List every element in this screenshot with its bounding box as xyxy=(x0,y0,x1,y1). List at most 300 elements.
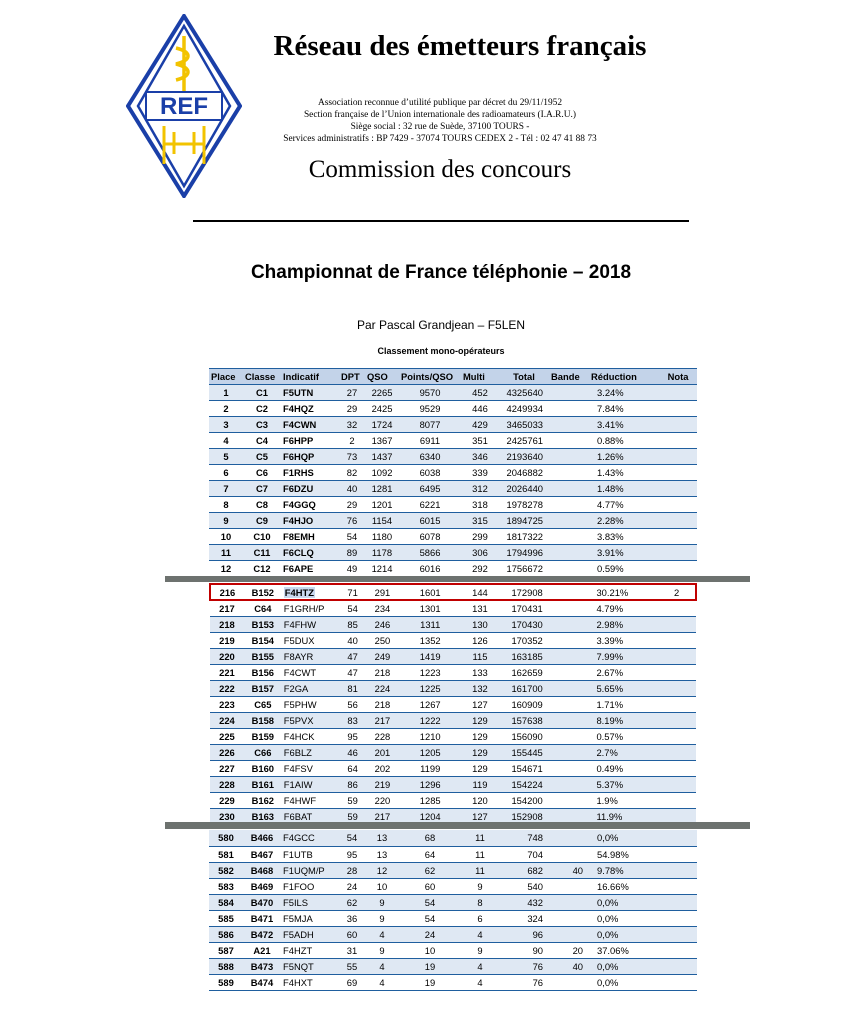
cell-qso: 1092 xyxy=(365,465,399,481)
cell-multi: 299 xyxy=(461,529,499,545)
cell-qso: 228 xyxy=(366,728,400,744)
cell-indicatif: F5DUX xyxy=(282,632,340,648)
table-row xyxy=(209,830,697,846)
cell-reduction: 3.39% xyxy=(588,632,658,648)
org-line: Services administratifs : BP 7429 - 37074 TOURS CEDEX 2 - Tél : 02 47 41 88 73 xyxy=(283,134,597,144)
cell-multi: 129 xyxy=(461,712,499,728)
cell-reduction: 0.59% xyxy=(589,561,659,577)
table-row xyxy=(210,776,696,792)
cell-reduction: 3.24% xyxy=(589,385,659,401)
cell-reduction: 1.48% xyxy=(589,481,659,497)
cell-dpt: 47 xyxy=(340,648,366,664)
cell-multi: 144 xyxy=(461,584,499,600)
cell-total: 152908 xyxy=(499,808,549,824)
cell-dpt: 29 xyxy=(339,497,365,513)
table-row xyxy=(209,529,697,545)
cell-total: 172908 xyxy=(499,584,549,600)
cell-qso: 1201 xyxy=(365,497,399,513)
cell-qso: 218 xyxy=(366,696,400,712)
cell-bande xyxy=(549,664,589,680)
cell-place: 2 xyxy=(209,401,243,417)
cell-nota xyxy=(658,760,696,776)
cell-indicatif: F4HCK xyxy=(282,728,340,744)
cell-nota xyxy=(659,862,697,878)
cell-points-qso: 6221 xyxy=(399,497,461,513)
cell-dpt: 24 xyxy=(339,878,365,894)
cell-classe: B472 xyxy=(243,926,281,942)
cell-indicatif: F1GRH/P xyxy=(282,600,340,616)
column-header: DPT xyxy=(339,369,365,385)
cell-multi: 4 xyxy=(461,926,499,942)
ranking-table-top xyxy=(209,368,697,577)
cell-reduction: 2.98% xyxy=(588,616,658,632)
cell-classe: C66 xyxy=(244,744,282,760)
cell-total: 154200 xyxy=(499,792,549,808)
cell-indicatif: F6DZU xyxy=(281,481,339,497)
cell-points-qso: 8077 xyxy=(399,417,461,433)
cell-indicatif: F4HQZ xyxy=(281,401,339,417)
cell-multi: 4 xyxy=(461,958,499,974)
cell-bande: 40 xyxy=(549,958,589,974)
cell-place: 221 xyxy=(210,664,244,680)
cell-multi: 130 xyxy=(461,616,499,632)
cell-bande xyxy=(549,417,589,433)
cell-points-qso: 6015 xyxy=(399,513,461,529)
table-row xyxy=(209,481,697,497)
cell-reduction: 2.7% xyxy=(588,744,658,760)
cell-dpt: 54 xyxy=(339,529,365,545)
cell-nota xyxy=(659,513,697,529)
cell-qso: 224 xyxy=(366,680,400,696)
cell-reduction: 0,0% xyxy=(589,910,659,926)
cell-multi: 292 xyxy=(461,561,499,577)
cell-multi: 315 xyxy=(461,513,499,529)
table-row xyxy=(209,894,697,910)
cell-place: 225 xyxy=(210,728,244,744)
cell-nota xyxy=(659,497,697,513)
cell-place: 216 xyxy=(210,584,244,600)
cell-classe: B467 xyxy=(243,846,281,862)
cell-nota xyxy=(658,792,696,808)
document-title: Championnat de France téléphonie – 2018 xyxy=(250,262,632,283)
cell-classe: B161 xyxy=(244,776,282,792)
cell-reduction: 4.79% xyxy=(588,600,658,616)
cell-indicatif: F1AIW xyxy=(282,776,340,792)
cell-total: 90 xyxy=(499,942,549,958)
cell-points-qso: 10 xyxy=(399,942,461,958)
cell-points-qso: 6078 xyxy=(399,529,461,545)
cell-multi: 129 xyxy=(461,760,499,776)
cell-points-qso: 6911 xyxy=(399,433,461,449)
cell-classe: B474 xyxy=(243,974,281,990)
cell-nota xyxy=(659,465,697,481)
cell-qso: 13 xyxy=(365,846,399,862)
cell-bande xyxy=(549,529,589,545)
column-header: Nota xyxy=(659,369,697,385)
cell-bande xyxy=(549,760,589,776)
cell-nota xyxy=(658,664,696,680)
cell-reduction: 1.9% xyxy=(588,792,658,808)
cell-indicatif: F5ADH xyxy=(281,926,339,942)
cell-reduction: 0,0% xyxy=(589,926,659,942)
cell-dpt: 62 xyxy=(339,894,365,910)
table-row xyxy=(209,910,697,926)
cell-points-qso: 1210 xyxy=(399,728,461,744)
cell-bande xyxy=(549,894,589,910)
ranking-table-middle xyxy=(209,583,697,825)
cell-total: 96 xyxy=(499,926,549,942)
cell-points-qso: 54 xyxy=(399,894,461,910)
cell-bande xyxy=(549,385,589,401)
cell-dpt: 29 xyxy=(339,401,365,417)
cell-points-qso: 6495 xyxy=(399,481,461,497)
cell-points-qso: 1205 xyxy=(399,744,461,760)
cell-reduction: 4.77% xyxy=(589,497,659,513)
cell-dpt: 86 xyxy=(340,776,366,792)
cell-total: 163185 xyxy=(499,648,549,664)
author-line: Par Pascal Grandjean – F5LEN xyxy=(356,318,526,332)
cell-points-qso: 19 xyxy=(399,974,461,990)
cell-bande: 40 xyxy=(549,862,589,878)
column-header: Indicatif xyxy=(281,369,339,385)
cell-place: 219 xyxy=(210,632,244,648)
cell-multi: 346 xyxy=(461,449,499,465)
cell-qso: 1367 xyxy=(365,433,399,449)
cell-dpt: 54 xyxy=(340,600,366,616)
cell-qso: 9 xyxy=(365,894,399,910)
cell-indicatif: F4HJO xyxy=(281,513,339,529)
cell-classe: B153 xyxy=(244,616,282,632)
cell-bande xyxy=(549,846,589,862)
table-row xyxy=(209,974,697,990)
cell-multi: 131 xyxy=(461,600,499,616)
cell-reduction: 9.78% xyxy=(589,862,659,878)
cell-bande xyxy=(549,926,589,942)
svg-text:REF: REF xyxy=(160,93,208,120)
cell-place: 10 xyxy=(209,529,243,545)
cell-indicatif: F1UTB xyxy=(281,846,339,862)
cell-multi: 129 xyxy=(461,728,499,744)
cell-qso: 246 xyxy=(366,616,400,632)
cell-total: 154224 xyxy=(499,776,549,792)
cell-nota xyxy=(659,385,697,401)
cell-dpt: 40 xyxy=(339,481,365,497)
cell-nota xyxy=(659,878,697,894)
cell-classe: C10 xyxy=(243,529,281,545)
cell-qso: 4 xyxy=(365,974,399,990)
cell-reduction: 2.67% xyxy=(588,664,658,680)
cell-total: 2425761 xyxy=(499,433,549,449)
cell-multi: 312 xyxy=(461,481,499,497)
cell-multi: 127 xyxy=(461,696,499,712)
cell-total: 540 xyxy=(499,878,549,894)
cell-place: 584 xyxy=(209,894,243,910)
cell-multi: 115 xyxy=(461,648,499,664)
cell-nota xyxy=(659,894,697,910)
cell-total: 748 xyxy=(499,830,549,846)
cell-place: 6 xyxy=(209,465,243,481)
cell-place: 226 xyxy=(210,744,244,760)
cell-dpt: 85 xyxy=(340,616,366,632)
cell-multi: 306 xyxy=(461,545,499,561)
cell-points-qso: 1419 xyxy=(399,648,461,664)
cell-qso: 291 xyxy=(366,584,400,600)
cell-qso: 1154 xyxy=(365,513,399,529)
cell-place: 586 xyxy=(209,926,243,942)
cell-nota xyxy=(658,712,696,728)
cell-points-qso: 19 xyxy=(399,958,461,974)
cell-dpt: 76 xyxy=(339,513,365,529)
cell-multi: 129 xyxy=(461,744,499,760)
cell-indicatif: F6HQP xyxy=(281,449,339,465)
cell-total: 160909 xyxy=(499,696,549,712)
cell-bande xyxy=(549,744,589,760)
cell-place: 4 xyxy=(209,433,243,449)
cell-reduction: 1.71% xyxy=(588,696,658,712)
cell-classe: C6 xyxy=(243,465,281,481)
cell-classe: C2 xyxy=(243,401,281,417)
cell-indicatif: F4HWF xyxy=(282,792,340,808)
cell-points-qso: 24 xyxy=(399,926,461,942)
cell-indicatif: F2GA xyxy=(282,680,340,696)
org-title: Réseau des émetteurs français xyxy=(273,30,647,62)
cell-points-qso: 62 xyxy=(399,862,461,878)
cell-bande xyxy=(549,497,589,513)
table-row xyxy=(210,616,696,632)
cell-bande xyxy=(549,712,589,728)
cell-place: 582 xyxy=(209,862,243,878)
cell-place: 227 xyxy=(210,760,244,776)
cell-multi: 127 xyxy=(461,808,499,824)
ranking-table-bottom xyxy=(209,830,697,991)
cell-indicatif: F1RHS xyxy=(281,465,339,481)
cell-qso: 201 xyxy=(366,744,400,760)
cell-qso: 217 xyxy=(366,808,400,824)
cell-bande: 20 xyxy=(549,942,589,958)
cell-place: 218 xyxy=(210,616,244,632)
table-row xyxy=(209,561,697,577)
table-row xyxy=(210,600,696,616)
cell-qso: 1214 xyxy=(365,561,399,577)
cell-points-qso: 1311 xyxy=(399,616,461,632)
cell-total: 432 xyxy=(499,894,549,910)
cell-nota xyxy=(659,942,697,958)
cell-qso: 218 xyxy=(366,664,400,680)
cell-reduction: 0,0% xyxy=(589,894,659,910)
cell-indicatif: F1UQM/P xyxy=(281,862,339,878)
cell-nota xyxy=(659,449,697,465)
cell-total: 682 xyxy=(499,862,549,878)
cell-multi: 8 xyxy=(461,894,499,910)
cell-reduction: 0,0% xyxy=(589,974,659,990)
cell-bande xyxy=(549,648,589,664)
cell-indicatif: F5MJA xyxy=(281,910,339,926)
cell-points-qso: 1352 xyxy=(399,632,461,648)
cell-classe: B163 xyxy=(244,808,282,824)
cell-nota xyxy=(658,632,696,648)
cell-reduction: 3.91% xyxy=(589,545,659,561)
cell-qso: 1437 xyxy=(365,449,399,465)
cell-nota xyxy=(659,830,697,846)
table-row xyxy=(209,846,697,862)
cell-dpt: 40 xyxy=(340,632,366,648)
cell-bande xyxy=(549,728,589,744)
cell-qso: 9 xyxy=(365,910,399,926)
table-row xyxy=(210,584,696,600)
cell-bande xyxy=(549,465,589,481)
cell-qso: 217 xyxy=(366,712,400,728)
cell-place: 587 xyxy=(209,942,243,958)
cell-bande xyxy=(549,600,589,616)
cell-reduction: 5.37% xyxy=(588,776,658,792)
cell-multi: 452 xyxy=(461,385,499,401)
cell-place: 12 xyxy=(209,561,243,577)
cell-classe: C3 xyxy=(243,417,281,433)
cell-classe: C12 xyxy=(243,561,281,577)
cell-points-qso: 1301 xyxy=(399,600,461,616)
cell-multi: 133 xyxy=(461,664,499,680)
ref-logo xyxy=(126,14,242,198)
cell-multi: 9 xyxy=(461,878,499,894)
cell-indicatif xyxy=(282,584,340,600)
cell-dpt: 71 xyxy=(340,584,366,600)
cell-total: 1817322 xyxy=(499,529,549,545)
cell-points-qso: 64 xyxy=(399,846,461,862)
cell-total: 2046882 xyxy=(499,465,549,481)
cell-classe: B157 xyxy=(244,680,282,696)
cell-dpt: 59 xyxy=(340,792,366,808)
cell-classe: C5 xyxy=(243,449,281,465)
cell-multi: 446 xyxy=(461,401,499,417)
cell-bande xyxy=(549,545,589,561)
cell-classe: B154 xyxy=(244,632,282,648)
cell-classe: B468 xyxy=(243,862,281,878)
cell-place: 220 xyxy=(210,648,244,664)
cell-indicatif: F6CLQ xyxy=(281,545,339,561)
cell-dpt: 69 xyxy=(339,974,365,990)
cell-qso: 1281 xyxy=(365,481,399,497)
cell-points-qso: 1225 xyxy=(399,680,461,696)
org-line: Association reconnue d’utilité publique par décret du 29/11/1952 xyxy=(317,98,563,108)
cell-bande xyxy=(549,401,589,417)
cell-bande xyxy=(549,513,589,529)
cell-points-qso: 9570 xyxy=(399,385,461,401)
cell-place: 230 xyxy=(210,808,244,824)
cell-qso: 4 xyxy=(365,926,399,942)
cell-total: 324 xyxy=(499,910,549,926)
cell-dpt: 2 xyxy=(339,433,365,449)
cell-nota: 2 xyxy=(658,584,696,600)
cell-place: 224 xyxy=(210,712,244,728)
cell-indicatif: F4CWT xyxy=(282,664,340,680)
section-break xyxy=(165,576,750,582)
cell-dpt: 36 xyxy=(339,910,365,926)
cell-total: 170352 xyxy=(499,632,549,648)
cell-nota xyxy=(658,744,696,760)
cell-classe: B473 xyxy=(243,958,281,974)
column-header: Classe xyxy=(243,369,281,385)
cell-place: 217 xyxy=(210,600,244,616)
cell-qso: 13 xyxy=(365,830,399,846)
cell-nota xyxy=(658,600,696,616)
org-line: Section française de l’Union internationale des radioamateurs (I.A.R.U.) xyxy=(303,110,577,120)
cell-nota xyxy=(659,481,697,497)
cell-nota xyxy=(658,680,696,696)
cell-indicatif: F4CWN xyxy=(281,417,339,433)
cell-reduction: 7.84% xyxy=(589,401,659,417)
table-row xyxy=(209,433,697,449)
header-divider xyxy=(193,220,689,222)
cell-total: 4249934 xyxy=(499,401,549,417)
cell-classe: B469 xyxy=(243,878,281,894)
cell-bande xyxy=(549,680,589,696)
cell-points-qso: 60 xyxy=(399,878,461,894)
cell-classe: C8 xyxy=(243,497,281,513)
column-header: QSO xyxy=(365,369,399,385)
column-header: Total xyxy=(499,369,549,385)
cell-classe: C1 xyxy=(243,385,281,401)
cell-multi: 4 xyxy=(461,974,499,990)
cell-reduction: 11.9% xyxy=(588,808,658,824)
cell-dpt: 49 xyxy=(339,561,365,577)
cell-indicatif: F4FSV xyxy=(282,760,340,776)
table-row xyxy=(209,958,697,974)
org-line: Siège social : 32 rue de Suède, 37100 TOURS - xyxy=(350,122,530,132)
cell-bande xyxy=(549,632,589,648)
cell-points-qso: 5866 xyxy=(399,545,461,561)
cell-nota xyxy=(658,728,696,744)
cell-indicatif: F5NQT xyxy=(281,958,339,974)
section-title: Classement mono-opérateurs xyxy=(377,346,505,356)
cell-bande xyxy=(549,974,589,990)
cell-points-qso: 6038 xyxy=(399,465,461,481)
cell-reduction: 0,0% xyxy=(589,958,659,974)
cell-total: 704 xyxy=(499,846,549,862)
cell-qso: 2425 xyxy=(365,401,399,417)
cell-points-qso: 1204 xyxy=(399,808,461,824)
cell-reduction: 54.98% xyxy=(589,846,659,862)
org-info xyxy=(240,97,640,145)
table-header-row xyxy=(209,369,697,385)
cell-bande xyxy=(549,696,589,712)
cell-dpt: 81 xyxy=(340,680,366,696)
cell-indicatif: F1FOO xyxy=(281,878,339,894)
cell-qso: 2265 xyxy=(365,385,399,401)
table-row xyxy=(210,680,696,696)
cell-multi: 119 xyxy=(461,776,499,792)
cell-qso: 249 xyxy=(366,648,400,664)
cell-bande xyxy=(549,584,589,600)
cell-nota xyxy=(659,910,697,926)
cell-bande xyxy=(549,878,589,894)
cell-indicatif: F5PHW xyxy=(282,696,340,712)
cell-classe: B471 xyxy=(243,910,281,926)
cell-nota xyxy=(659,846,697,862)
table-row xyxy=(209,878,697,894)
highlighted-callsign: F4HTZ xyxy=(284,586,314,598)
cell-place: 222 xyxy=(210,680,244,696)
cell-qso: 10 xyxy=(365,878,399,894)
cell-classe: C4 xyxy=(243,433,281,449)
cell-nota xyxy=(659,401,697,417)
cell-classe: B159 xyxy=(244,728,282,744)
column-header: Bande xyxy=(549,369,589,385)
cell-total: 76 xyxy=(499,958,549,974)
cell-dpt: 31 xyxy=(339,942,365,958)
cell-total: 1978278 xyxy=(499,497,549,513)
cell-dpt: 56 xyxy=(340,696,366,712)
cell-indicatif: F6BLZ xyxy=(282,744,340,760)
